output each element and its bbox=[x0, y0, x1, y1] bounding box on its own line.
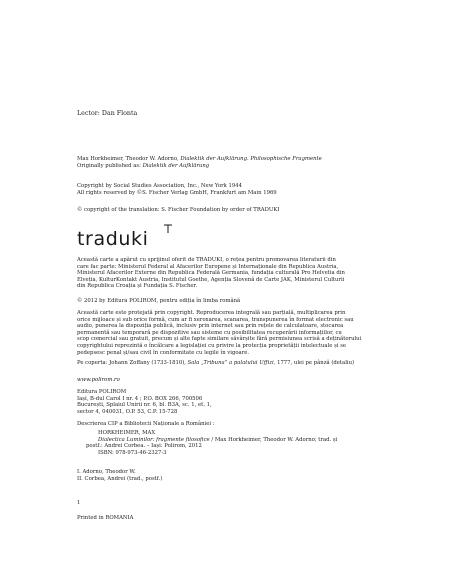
cip-heading-text: Descrierea CIP a Bibliotecii Naționale a României : bbox=[77, 421, 215, 427]
rights-line: permanentă sau temporară pe dispozitive sau sisteme cu posibilitatea recuperării informațiilor, cu bbox=[77, 329, 342, 336]
translation-copyright-text: © copyright of the translation: S. Fischer Foundation by order of TRADUKI bbox=[77, 207, 280, 213]
original-authors: Max Horkheimer, Theodor W. Adorno, bbox=[77, 156, 181, 162]
website bbox=[77, 377, 397, 384]
cip-isbn: ISBN: 978-973-46-2327-3 bbox=[98, 449, 167, 456]
original-published-title: Dialektik der Aufklärung bbox=[142, 162, 210, 169]
rights-line: scop comercial sau gratuit, precum și alte fapte similare săvârșite fără permisiunea scrisă a deținătorului bbox=[77, 336, 362, 343]
original-published-label: Originally published as: bbox=[77, 162, 143, 169]
cip-author: HORKHEIMER, MAX bbox=[98, 430, 156, 436]
cover-credit-line bbox=[77, 360, 397, 367]
copyright-line-2: All rights reserved by ©S. Fischer Verlag GmbH, Frankfurt am Main 1969 bbox=[77, 189, 277, 196]
publisher-address bbox=[77, 389, 397, 415]
page-number-text: 1 bbox=[77, 500, 81, 506]
cip-index bbox=[77, 469, 397, 482]
publisher-address-line: sector 4, 040031, O.P. 53, C.P. 15-728 bbox=[77, 408, 178, 415]
copyright-block bbox=[77, 183, 397, 196]
rights-line: Această carte este protejată prin copyright. Reproducerea integrală sau parțială, multiplicarea prin bbox=[77, 310, 346, 316]
cover-credit bbox=[77, 360, 397, 367]
rights-line: copyrightului reprezintă o încălcare a legislației cu privire la protecția proprietății intelectuale și se bbox=[77, 342, 347, 349]
rights-line: audio, punerea la dispoziția publică, inclusiv prin internet sau prin rețele de calculatoare, stocarea bbox=[77, 323, 344, 330]
traduki-note-line: care fac parte: Ministerul Federal al Afacerilor Europene și Internaționale din Republica Austria, bbox=[77, 263, 339, 270]
cip-index-entry: I. Adorno, Theodor W. bbox=[77, 469, 136, 475]
polirom-copyright bbox=[77, 298, 397, 305]
rights-line: orice mijloace și sub orice formă, cum ar fi xeroxarea, scanarea, transpunerea în format electronic sau bbox=[77, 316, 354, 323]
cover-credit-suffix: , 1777, ulei pe pânză (detaliu) bbox=[273, 360, 355, 366]
cip-index-entry: II. Corbea, Andrei (trad., postf.) bbox=[77, 475, 163, 482]
cip-imprint-line: postf.: Andrei Corbea. – Iași: Polirom, 2012 bbox=[86, 443, 202, 450]
original-title: Dialektik der Aufklärung. Philosophische Fragmente bbox=[180, 156, 322, 162]
traduki-note-line: Elveția, KulturKontakt Austria, Institutul Goethe, Agenția Slovenă de Carte JAK, Ministerul Culturii bbox=[77, 276, 345, 283]
polirom-copyright-text: © 2012 by Editura POLIROM, pentru ediția în limba română bbox=[77, 298, 241, 304]
traduki-note bbox=[77, 257, 397, 290]
cip-heading bbox=[77, 421, 397, 428]
traduki-note-line: din Republica Croația și Fundația S. Fischer. bbox=[77, 283, 198, 290]
website-link[interactable]: www.polirom.ro bbox=[77, 377, 120, 383]
lector-text: Lector: Dan Flonta bbox=[77, 110, 138, 117]
cip-title-line bbox=[86, 437, 397, 444]
cover-credit-title: Sala „Tribuna” a palatului Uffizi bbox=[187, 360, 274, 366]
page-number bbox=[77, 500, 397, 507]
printed-in bbox=[77, 515, 397, 522]
original-title-block bbox=[77, 156, 397, 169]
cip-title-rest: / Max Horkheimer, Theodor W. Adorno; trad. și bbox=[209, 436, 338, 443]
publisher-name: Editura POLIROM bbox=[77, 389, 127, 395]
copyright-line-1: Copyright by Social Studies Association, Inc., New York 1944 bbox=[77, 183, 243, 189]
publisher-address-line: București, Splaiul Unirii nr. 6, bl. B3A, sc. 1, et. 1, bbox=[77, 402, 212, 409]
printed-in-text: Printed in ROMANIA bbox=[77, 515, 134, 521]
original-line-2 bbox=[77, 163, 397, 170]
traduki-mark-icon bbox=[163, 224, 173, 234]
traduki-logo bbox=[77, 224, 197, 250]
publisher-address-line: Iași, B-dul Carol I nr. 4 ; P.O. BOX 266, 700506 bbox=[77, 395, 203, 402]
traduki-logo-text: traduki bbox=[77, 228, 149, 250]
cip-record bbox=[86, 430, 397, 456]
cip-title: Dialectica Luminilor: fragmente filosofice bbox=[98, 436, 210, 443]
rights-notice bbox=[77, 310, 397, 356]
traduki-note-line: Această carte a apărut cu sprijinul oferit de TRADUKI, o rețea pentru promovarea literaturii din bbox=[77, 257, 336, 263]
cover-credit-prefix: Pe coperta: Johann Zoffany (1733-1810), bbox=[77, 360, 188, 366]
translation-copyright bbox=[77, 207, 397, 214]
rights-line: pedepsesc penal și/sau civil în conformitate cu legile în vigoare. bbox=[77, 349, 250, 356]
traduki-note-line: Ministerul Afacerilor Externe din Republica Federală Germania, fundația culturală Pro Helvetia din bbox=[77, 270, 345, 277]
lector-line bbox=[77, 110, 397, 118]
original-line-1 bbox=[77, 156, 397, 163]
